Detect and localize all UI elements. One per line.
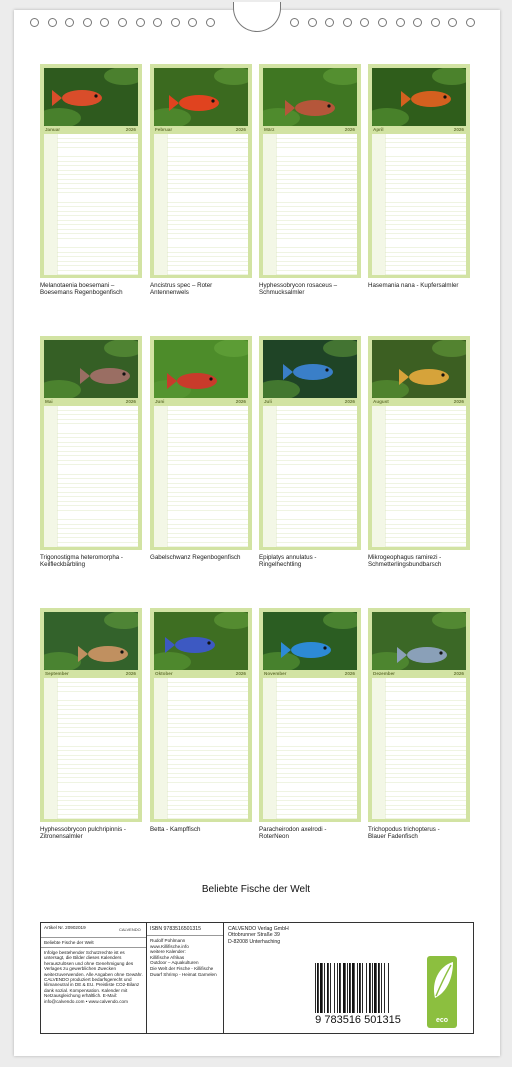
fish-caption: Hyphessobrycon rosaceus – Schmucksalmler [259, 282, 338, 297]
footer-legal-text: Infolge bestehender Schutzrechte ist es untersagt, die Bilder dieses Kalenders herauszulösen und ohne Genehmigung des Verlages zu gewerblichen Zwecken weiterzuverwenden. Alle Angaben ohne Gewähr. CALVENDO produziert bedarfsgerecht und klimaneutral in DE & EU. Preisliste CO2-Bilanz dank sozial. Kompensation. Kalender mit Netzausgleichung erhältlich. E-Mail: info@calvendo.com • www.calvendo.com [44, 950, 143, 1004]
day-grid [263, 134, 357, 275]
month-name: August [373, 399, 389, 404]
month-name: Juli [264, 399, 272, 404]
binding-hole [466, 18, 475, 27]
month-header [263, 126, 357, 133]
month-year: 2026 [344, 671, 355, 676]
fish-image [372, 612, 466, 670]
fish-image [372, 340, 466, 398]
day-grid [154, 134, 248, 275]
fish-caption: Ancistrus spec – Roter Antennenwels [150, 282, 213, 297]
binding-hole [136, 18, 145, 27]
fish-caption: Betta - Kampffisch [150, 826, 201, 833]
day-grid [372, 134, 466, 275]
fish-photo [44, 340, 138, 398]
barcode-bar [337, 963, 338, 1013]
barcode-bar [315, 963, 316, 1013]
month-name: November [264, 671, 287, 676]
footer-product-title: Beliebte Fische der Welt [41, 938, 146, 948]
day-grid [154, 406, 248, 547]
fish-caption: Epiplatys annulatus - Ringelhechtling [259, 554, 317, 569]
fish-photo [372, 340, 466, 398]
author-info: Rudolf Pohlmann www.Killifische.info weitere Kalender: Killifische Afrikas Outdoor – Aquakulturen Die Welt der Fische - Killifische Dwarf Shrimp - Heimat Garnelen [150, 938, 217, 977]
day-number-column [44, 406, 57, 547]
day-grid [44, 678, 138, 819]
barcode-bar [372, 963, 373, 1013]
month-header [263, 398, 357, 405]
fish-photo [372, 612, 466, 670]
barcode-bar [362, 963, 363, 1013]
barcode-bar [369, 963, 371, 1013]
binding-hole [30, 18, 39, 27]
month-page [150, 64, 252, 297]
day-number-column [44, 678, 57, 819]
month-name: März [264, 127, 275, 132]
calendar-title: Beliebte Fische der Welt [201, 884, 311, 895]
day-number-column [154, 406, 167, 547]
month-page [368, 336, 470, 569]
month-year: 2026 [453, 127, 464, 132]
fish-caption: Trigonostigma heteromorpha - Keilfleckbärbling [40, 554, 123, 569]
day-grid [263, 678, 357, 819]
month-page [368, 64, 470, 289]
month-page [40, 336, 142, 569]
month-year: 2026 [235, 671, 246, 676]
barcode-bar [374, 963, 377, 1013]
month-name: Februar [155, 127, 173, 132]
barcode-bar [347, 963, 348, 1013]
month-page [259, 64, 361, 297]
fish-image [44, 340, 138, 398]
publisher-address: CALVENDO Verlag GmbH Ottobrunner Straße 39 D-82008 Unterhaching [228, 926, 289, 945]
footer-author-column [147, 923, 224, 1033]
barcode-bar [349, 963, 351, 1013]
binding-hole [153, 18, 162, 27]
month-header [44, 670, 138, 677]
month-year: 2026 [453, 671, 464, 676]
fish-caption: Hasemania nana - Kupfersalmler [368, 282, 459, 289]
fish-caption: Paracheirodon axelrodi - RoterNeon [259, 826, 327, 841]
barcode-bar [327, 963, 329, 1013]
day-number-column [372, 134, 385, 275]
barcode-bar [384, 963, 385, 1013]
month-header [154, 398, 248, 405]
month-year: 2026 [235, 127, 246, 132]
fish-image [372, 68, 466, 126]
footer-info-column [41, 923, 147, 1033]
barcode-bar [317, 963, 319, 1013]
binding-hole [413, 18, 422, 27]
barcode-bar [378, 963, 380, 1013]
fish-image [263, 340, 357, 398]
month-year: 2026 [453, 399, 464, 404]
month-name: Oktober [155, 671, 173, 676]
day-number-column [154, 134, 167, 275]
binding-hole [448, 18, 457, 27]
fish-image [154, 340, 248, 398]
barcode-number: 9 783516 501315 [315, 1014, 401, 1026]
month-year: 2026 [344, 399, 355, 404]
binding-hole [188, 18, 197, 27]
barcode-bar [330, 963, 331, 1013]
fish-photo [154, 340, 248, 398]
fish-photo [44, 612, 138, 670]
fish-photo [154, 68, 248, 126]
binding-holes-left [30, 18, 215, 30]
binding-hole [83, 18, 92, 27]
fish-photo [263, 68, 357, 126]
day-number-column [372, 406, 385, 547]
month-name: Mai [45, 399, 53, 404]
footer-article-row [41, 923, 146, 938]
fish-photo [372, 68, 466, 126]
month-name: Juni [155, 399, 165, 404]
barcode-bar [381, 963, 382, 1013]
month-page [40, 64, 142, 297]
month-name: Januar [45, 127, 61, 132]
binding-holes-right [290, 18, 475, 30]
day-number-column [154, 678, 167, 819]
fish-photo [263, 612, 357, 670]
month-page [150, 336, 252, 561]
month-page [368, 608, 470, 841]
month-page [40, 608, 142, 841]
day-number-column [44, 134, 57, 275]
binding-hole [378, 18, 387, 27]
fish-photo [154, 612, 248, 670]
barcode-bar [388, 963, 389, 1013]
day-grid [44, 134, 138, 275]
month-header [154, 126, 248, 133]
month-header [372, 398, 466, 405]
barcode-bar [343, 963, 346, 1013]
binding-hole [100, 18, 109, 27]
fish-caption: Trichopodus trichopterus - Blauer Fadenfisch [368, 826, 440, 841]
month-year: 2026 [235, 399, 246, 404]
barcode-bar [324, 963, 325, 1013]
binding-hole [396, 18, 405, 27]
barcode-bar [359, 963, 361, 1013]
barcode-bar [357, 963, 358, 1013]
fish-image [154, 612, 248, 670]
day-grid [372, 678, 466, 819]
month-year: 2026 [344, 127, 355, 132]
binding-hole [431, 18, 440, 27]
calvendo-logo: CALVENDO [119, 927, 141, 932]
binding-hole [206, 18, 215, 27]
month-header [372, 126, 466, 133]
binding-hole [65, 18, 74, 27]
day-grid [154, 678, 248, 819]
article-number: Artikel Nr. 20902019 [44, 925, 86, 930]
month-page [259, 336, 361, 569]
month-year: 2026 [125, 671, 136, 676]
month-page [150, 608, 252, 833]
binding-hole [325, 18, 334, 27]
barcode-bar [339, 963, 341, 1013]
fish-image [44, 612, 138, 670]
month-header [372, 670, 466, 677]
fish-caption: Gabelschwanz Regenbogenfisch [150, 554, 241, 561]
day-grid [372, 406, 466, 547]
month-header [44, 126, 138, 133]
fish-caption: Melanotaenia boesemani – Boesemans Regenbogenfisch [40, 282, 123, 297]
fish-caption: Hyphessobrycon pulchripinnis - Zitronensalmler [40, 826, 126, 841]
fish-caption: Mikrogeophagus ramirezi - Schmetterlingsbundbarsch [368, 554, 442, 569]
binding-hole [290, 18, 299, 27]
day-number-column [263, 678, 276, 819]
leaf-icon [427, 956, 457, 1006]
binding-hole [308, 18, 317, 27]
binding-hole [118, 18, 127, 27]
fish-image [263, 68, 357, 126]
barcode [225, 923, 425, 1033]
fish-image [263, 612, 357, 670]
day-number-column [263, 406, 276, 547]
binding-hole [171, 18, 180, 27]
month-name: September [45, 671, 69, 676]
month-page [259, 608, 361, 841]
eco-label: eco [435, 1017, 449, 1024]
binding-hole [48, 18, 57, 27]
binding-hole [343, 18, 352, 27]
eco-badge [427, 956, 457, 1028]
month-header [263, 670, 357, 677]
month-year: 2026 [125, 399, 136, 404]
day-grid [44, 406, 138, 547]
day-number-column [263, 134, 276, 275]
binding-hole [360, 18, 369, 27]
barcode-bar [352, 963, 355, 1013]
month-year: 2026 [125, 127, 136, 132]
back-footer [40, 922, 474, 1034]
barcode-bar [334, 963, 335, 1013]
barcode-bar [366, 963, 367, 1013]
fish-image [154, 68, 248, 126]
month-name: April [373, 127, 384, 132]
month-name: Dezember [373, 671, 395, 676]
month-header [44, 398, 138, 405]
isbn-label: ISBN 9783516501315 [147, 923, 223, 936]
month-header [154, 670, 248, 677]
day-grid [263, 406, 357, 547]
day-number-column [372, 678, 385, 819]
fish-photo [44, 68, 138, 126]
fish-photo [263, 340, 357, 398]
barcode-bar [320, 963, 323, 1013]
fish-image [44, 68, 138, 126]
